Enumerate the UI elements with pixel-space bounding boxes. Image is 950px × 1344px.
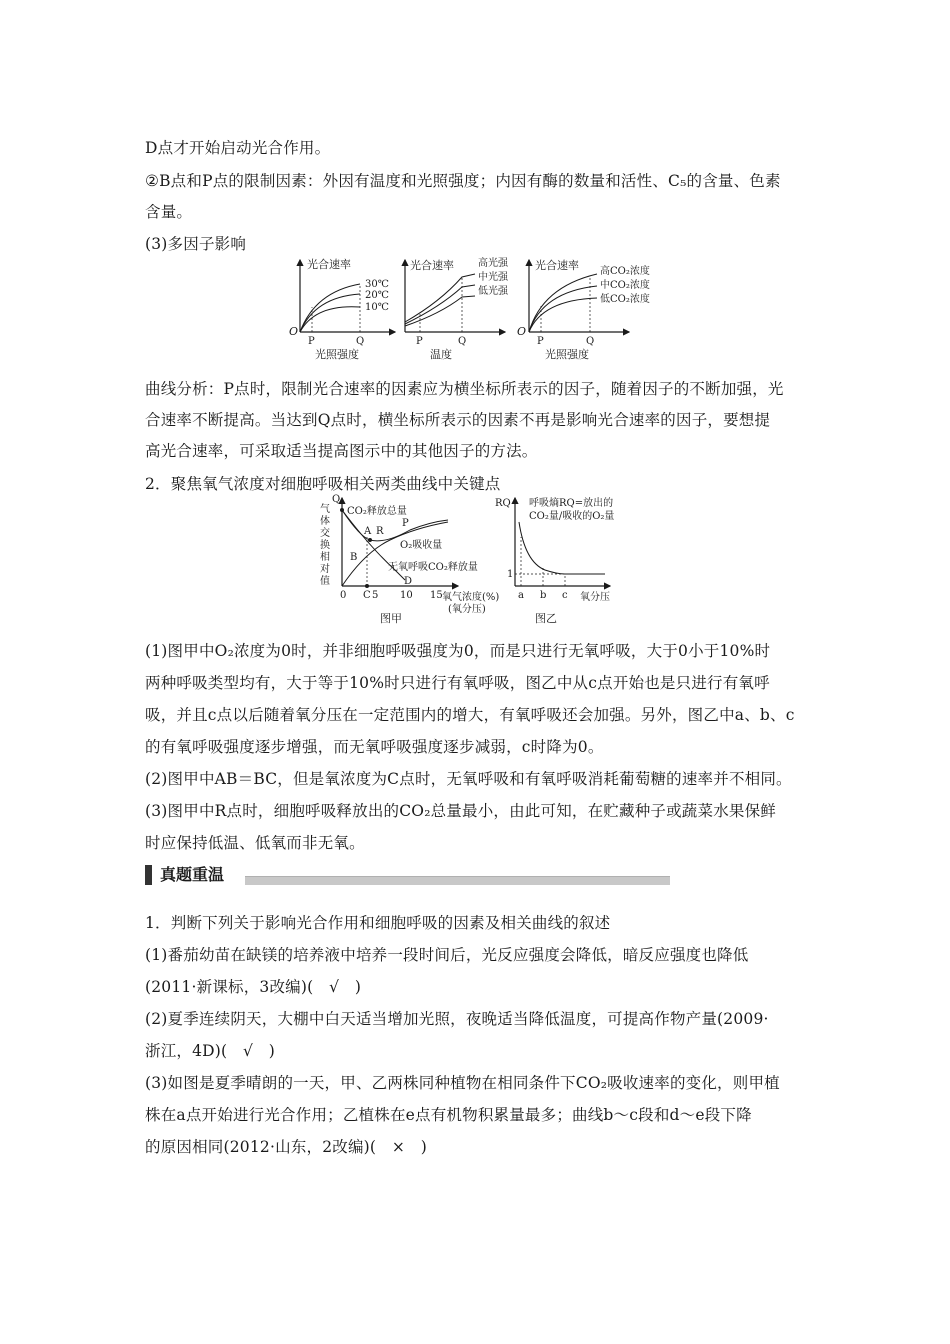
rq-desc-1: 呼吸熵RQ=放出的 bbox=[529, 498, 614, 509]
tick-5: 5 bbox=[372, 590, 379, 601]
q-label: Q bbox=[332, 494, 341, 505]
multi-factor-figure bbox=[285, 252, 670, 364]
curve-30c bbox=[300, 284, 360, 332]
section-heading: (3)多因子影响 bbox=[145, 235, 247, 253]
legend-low-co2: 低CO₂浓度 bbox=[600, 294, 650, 305]
legend-10c: 10℃ bbox=[365, 302, 389, 313]
o2-uptake-label: O₂吸收量 bbox=[400, 540, 443, 551]
para-line: 合速率不断提高。当达到Q点时，横坐标所表示的因素不再是影响光合速率的因子，要想提 bbox=[145, 411, 771, 429]
section-title: 真题重温 bbox=[160, 865, 225, 884]
para-line: (1)图甲中O₂浓度为0时，并非细胞呼吸强度为0，而是只进行无氧呼吸，大于0小于10%时 bbox=[145, 642, 771, 660]
para-line: 含量。 bbox=[145, 203, 193, 221]
oxygen-figure bbox=[300, 492, 640, 630]
para-line: (2)图甲中AB＝BC，但是氧浓度为C点时，无氧呼吸和有氧呼吸消耗葡萄糖的速率并不相同。 bbox=[145, 770, 792, 788]
curve-high bbox=[405, 274, 475, 322]
q-label: Q bbox=[458, 336, 467, 347]
rq-desc-2: CO₂量/吸收的O₂量 bbox=[529, 511, 615, 522]
b-label: b bbox=[540, 590, 547, 601]
para-line: ②B点和P点的限制因素：外因有温度和光照强度；内因有酶的数量和活性、C₅的含量、色素 bbox=[145, 172, 781, 190]
a-label: A bbox=[364, 526, 372, 537]
origin: O bbox=[289, 325, 299, 338]
c-label: C bbox=[363, 590, 371, 601]
para-line: 的有氧呼吸强度逐步增强，而无氧呼吸强度逐步减弱，c时降为0。 bbox=[145, 738, 604, 756]
graph-temperature bbox=[289, 257, 395, 361]
question-line: 株在a点开始进行光合作用；乙植株在e点有机物积累量最多；曲线b～c段和d～e段下降 bbox=[145, 1106, 752, 1124]
para-line: 吸，并且c点以后随着氧分压在一定范围内的增大，有氧呼吸还会加强。另外，图乙中a、b、c bbox=[145, 706, 795, 724]
x-label: 氧气浓度(%) bbox=[442, 592, 500, 603]
question-line: (3)如图是夏季晴朗的一天，甲、乙两株同种植物在相同条件下CO₂吸收速率的变化，则甲植 bbox=[145, 1074, 780, 1092]
question-line: (2)夏季连续阴天，大棚中白天适当增加光照，夜晚适当降低温度，可提高作物产量(2009· bbox=[145, 1010, 769, 1028]
b-label: B bbox=[350, 552, 358, 563]
p-label: P bbox=[537, 336, 544, 347]
graph-co2 bbox=[517, 258, 650, 361]
legend-30c: 30℃ bbox=[365, 279, 389, 290]
tick-10: 10 bbox=[400, 590, 413, 601]
curve-mid bbox=[405, 285, 475, 324]
curve-20c bbox=[300, 294, 360, 332]
question-line: 1．判断下列关于影响光合作用和细胞呼吸的因素及相关曲线的叙述 bbox=[145, 914, 611, 932]
y-label: 气 体 交 换 相 对 值 bbox=[320, 504, 330, 587]
section-heading: 2．聚焦氧气浓度对细胞呼吸相关两类曲线中关键点 bbox=[145, 475, 501, 493]
x-label: 氧分压 bbox=[580, 592, 610, 603]
section-marker bbox=[145, 865, 152, 885]
tick-0: 0 bbox=[340, 590, 347, 601]
d-label: D bbox=[404, 576, 413, 587]
rq-curve bbox=[519, 522, 605, 574]
graph-light-intensity bbox=[405, 256, 509, 361]
para-line: D点才开始启动光合作用。 bbox=[145, 139, 331, 157]
tick-15: 15 bbox=[430, 590, 443, 601]
question-line: 的原因相同(2012·山东，2改编)( × ) bbox=[145, 1138, 428, 1156]
caption: 图甲 bbox=[380, 612, 402, 625]
p-label: P bbox=[416, 336, 423, 347]
anaerobic-label: 无氧呼吸CO₂释放量 bbox=[388, 562, 478, 573]
curve-10c bbox=[300, 307, 360, 332]
y-label: 光合速率 bbox=[307, 258, 351, 271]
q-label: Q bbox=[586, 336, 595, 347]
legend-high-co2: 高CO₂浓度 bbox=[600, 266, 650, 277]
para-line: (3)图甲中R点时，细胞呼吸释放出的CO₂总量最小，由此可知，在贮藏种子或蔬菜水果保鲜 bbox=[145, 802, 777, 820]
x-label: 光照强度 bbox=[315, 348, 359, 361]
curve-low-co2 bbox=[529, 298, 597, 332]
a-label: a bbox=[518, 590, 524, 601]
origin: O bbox=[517, 325, 527, 338]
p-label: P bbox=[402, 518, 409, 529]
curve-low bbox=[405, 296, 475, 326]
r-label: R bbox=[376, 526, 384, 537]
x-label-2: (氧分压) bbox=[448, 604, 486, 615]
para-line: 两种呼吸类型均有，大于等于10%时只进行有氧呼吸，图乙中从c点开始也是只进行有氧呼 bbox=[145, 674, 770, 692]
chart-yi bbox=[495, 496, 614, 625]
y-label: RQ bbox=[495, 498, 511, 509]
y-label: 光合速率 bbox=[410, 259, 454, 272]
question-line: (2011·新课标，3改编)( √ ) bbox=[145, 978, 362, 996]
x-label: 光照强度 bbox=[545, 348, 589, 361]
y-label: 光合速率 bbox=[535, 259, 579, 272]
section-header bbox=[145, 864, 525, 886]
question-line: 浙江，4D)( √ ) bbox=[145, 1042, 276, 1060]
c-label: c bbox=[562, 590, 568, 601]
section-rule bbox=[245, 876, 670, 885]
legend-high: 高光强 bbox=[478, 258, 508, 269]
x-label: 温度 bbox=[430, 348, 452, 361]
legend-20c: 20℃ bbox=[365, 290, 389, 301]
caption: 图乙 bbox=[535, 612, 557, 625]
one-label: 1 bbox=[507, 569, 514, 580]
p-label: P bbox=[308, 336, 315, 347]
para-line: 曲线分析：P点时，限制光合速率的因素应为横坐标所表示的因子，随着因子的不断加强，光 bbox=[145, 380, 784, 398]
legend-mid-co2: 中CO₂浓度 bbox=[600, 280, 650, 291]
co2-total-label: CO₂释放总量 bbox=[347, 506, 407, 517]
para-line: 时应保持低温、低氧而非无氧。 bbox=[145, 834, 365, 852]
q-label: Q bbox=[356, 336, 365, 347]
legend-mid: 中光强 bbox=[478, 272, 508, 283]
para-line: 高光合速率，可采取适当提高图示中的其他因子的方法。 bbox=[145, 442, 538, 460]
legend-low: 低光强 bbox=[478, 286, 508, 297]
question-line: (1)番茄幼苗在缺镁的培养液中培养一段时间后，光反应强度会降低，暗反应强度也降低 bbox=[145, 946, 749, 964]
chart-jia bbox=[320, 494, 499, 625]
